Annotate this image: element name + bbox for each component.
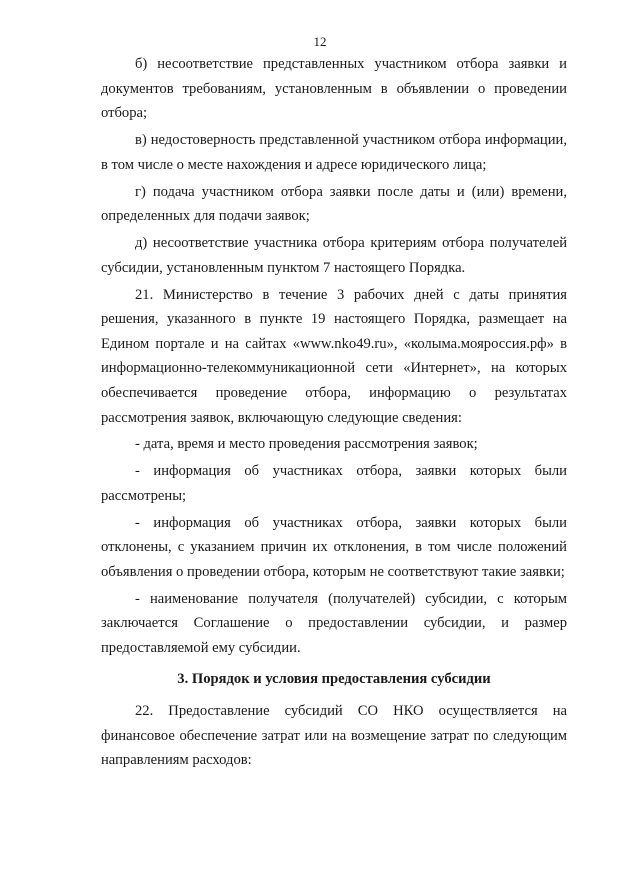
paragraph-v: в) недостоверность представленной участником отбора информации, в том числе о месте нахождения и адресе юридического лица; <box>101 132 567 173</box>
list-item-recipient: - наименование получателя (получателей) субсидии, с которым заключается Соглашение о предоставлении субсидии, и размер предоставляемой ему субсидии. <box>101 590 567 657</box>
page-number: 12 <box>313 34 327 49</box>
paragraph-21: 21. Министерство в течение 3 рабочих дней с даты принятия решения, указанного в пункте 19 настоящего Порядка, размещает на Едином портале и на сайтах «www.nko49.ru», «колыма.мояроссия.рф» в информационно-телекоммуникационной сети «Интернет», на которых обеспечивается проведение отбора, информацию о результатах рассмотрения заявок, включающую следующие сведения: <box>101 286 567 426</box>
paragraph-b: б) несоответствие представленных участником отбора заявки и документов требованиям, установленным в объявлении о проведении отбора; <box>101 56 567 122</box>
paragraph-22: 22. Предоставление субсидий СО НКО осуществляется на финансовое обеспечение затрат или на возмещение затрат по следующим направлениям расходов: <box>101 703 567 769</box>
paragraph-d: д) несоответствие участника отбора критериям отбора получателей субсидии, установленным пунктом 7 настоящего Порядка. <box>101 235 567 276</box>
list-item-date: - дата, время и место проведения рассмотрения заявок; <box>135 436 478 453</box>
list-item-reviewed: - информация об участниках отбора, заявки которых были рассмотрены; <box>101 463 567 504</box>
section-heading: 3. Порядок и условия предоставления субсидии <box>177 670 491 687</box>
list-item-rejected: - информация об участниках отбора, заявки которых были отклонены, с указанием причин их отклонения, в том числе положений объявления о проведении отбора, которым не соответствуют такие заявки; <box>101 514 567 580</box>
document-body <box>101 52 567 775</box>
paragraph-g: г) подача участником отбора заявки после даты и (или) времени, определенных для подачи заявок; <box>101 183 567 225</box>
